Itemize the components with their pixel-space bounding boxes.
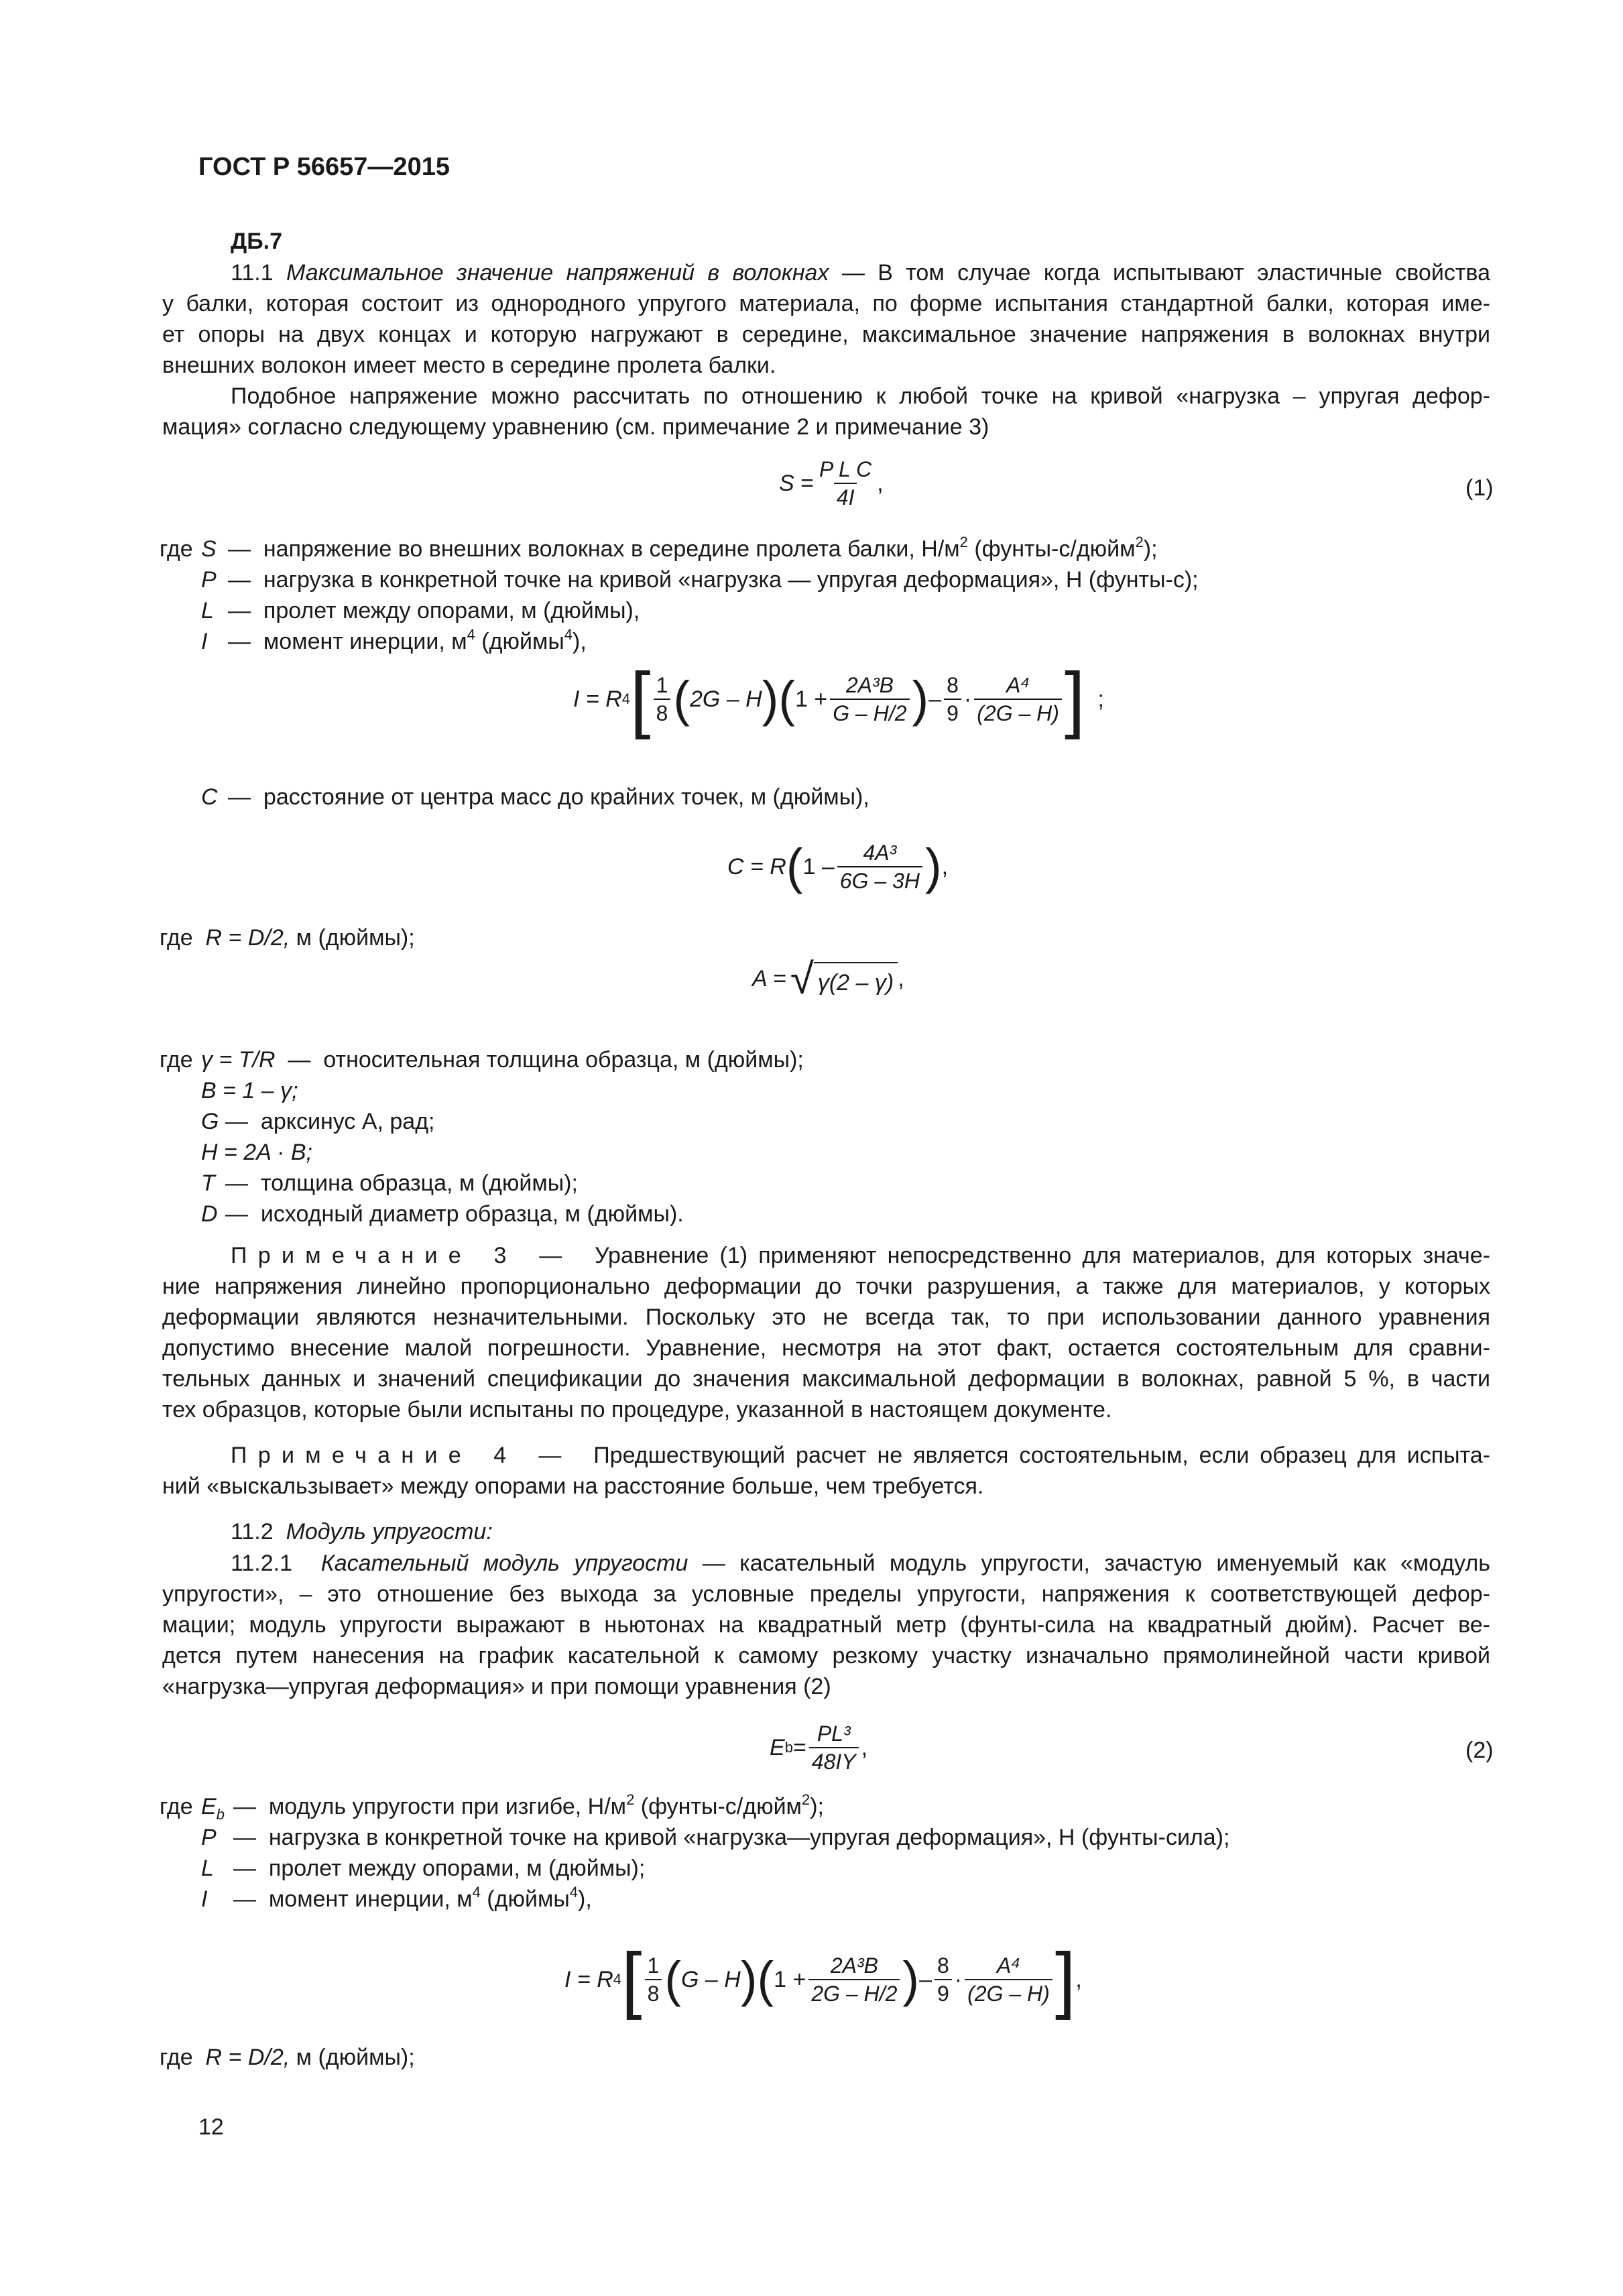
note-label: Примечание 4	[231, 1443, 518, 1468]
page-number: 12	[198, 2114, 224, 2140]
where-r-2: где R = D/2, м (дюймы);	[160, 2045, 415, 2070]
equation-2: E b = $\frac{\text{PL³}}{48IY}$ ,	[770, 1721, 868, 1774]
definition-item: где γ = T/R — относительная толщина образца, м (дюймы);	[160, 1047, 804, 1073]
paragraph-11-1: 11.1 Максимальное значение напряжений в волокнах — В том случае когда испытывают эластичные свойства у балки, которая состоит из однородного упругого материала, по форме испытания стандартной балки, которая име- ет опоры на двух концах и которую нагружают в середине, максимальное значение напряжения в волокнах внутри внешних волокон имеет место в середине пролета балки.	[162, 260, 1490, 378]
definition-item: где S — напряжение во внешних волокнах в середине пролета балки, $Н/м^2$ (фунты-с/дюйм$^2$);	[160, 534, 1158, 562]
paragraph-stress-intro: Подобное напряжение можно рассчитать по отношению к любой точке на кривой «нагрузка – упругая дефор- мация» согласно следующему уравнению (см. примечание 2 и примечание 3)	[162, 383, 1490, 440]
where-r-1: где R = D/2, м (дюймы);	[160, 925, 415, 951]
clause-term: Максимальное значение напряжений в волокнах	[286, 260, 829, 286]
clause-number: 11.1	[231, 260, 274, 286]
definition-item: B = 1 – γ;	[201, 1078, 298, 1103]
document-header: ГОСТ Р 56657—2015	[198, 153, 450, 181]
clause-11-2: 11.2 Модуль упругости:	[231, 1519, 493, 1545]
note-4: Примечание 4 — Предшествующий расчет не является состоятельным, если образец для испыта- ний «выскальзывает» между опорами на расстояние больше, чем требуется.	[162, 1443, 1491, 1499]
paragraph-11-2-1: 11.2.1 Касательный модуль упругости — касательный модуль упругости, зачастую именуемый как «модуль упругости», – это отношение без выхода за условные пределы упругости, напряжения к соответствующей дефор- мации; модуль упругости выражают в ньютонах на квадратный метр (фунты-сила на квадратный дюйм). Расчет ве- дется путем нанесения на график касательной к самому резкому участку изначально прямолинейной части кривой «нагрузка—упругая деформация» и при помощи уравнения (2)	[162, 1551, 1490, 1699]
equation-1: S = $\frac{\text{P L C}}{4I}$ ,	[779, 457, 884, 509]
definition-item: I — момент инерции, $м^4$ (дюймы$^4$),	[201, 626, 587, 654]
note-label: Примечание 3	[231, 1243, 518, 1268]
definition-item: G — арксинус А, рад;	[201, 1109, 435, 1134]
definition-item: D — исходный диаметр образца, м (дюймы).	[201, 1201, 684, 1227]
equation-number-2: (2)	[1465, 1738, 1494, 1763]
section-label: ДБ.7	[231, 229, 283, 254]
definition-list-3	[160, 1791, 1229, 1915]
equation-number-1: (1)	[1465, 475, 1494, 501]
definition-item: I — момент инерции, $м^4$ (дюймы$^4$),	[201, 1884, 592, 1912]
definition-item: P — нагрузка в конкретной точке на кривой «нагрузка—упругая деформация», Н (фунты-сила);	[201, 1825, 1230, 1850]
definition-item: T — толщина образца, м (дюймы);	[201, 1170, 578, 1196]
equation-moment-of-inertia-1: I = R 4 [ $\frac{1}{8}$ ( 2G – H ) ( 1 + $\frac{\text{2A³B}}{G - H/2}$ ) – $\frac{8}{9}$ · $\frac{\text{A⁴}}{(2G - H)}$ ] ;	[573, 658, 1104, 740]
note-3: Примечание 3 — Уравнение (1) применяют непосредственно для материалов, для которых значе- ние напряжения линейно пропорционально деформации до точки разрушения, а также для материалов, у которых деформации являются незначительными. Поскольку это не всегда так, то при использовании данного уравнения допустимо внесение малой погрешности. Уравнение, несмотря на этот факт, остается состоятельным для сравни- тельных данных и значений спецификации до значения максимальной деформации в волокнах, равной 5 %, в части тех образцов, которые были испытаны по процедуре, указанной в настоящем документе.	[162, 1243, 1490, 1423]
definition-c: C — расстояние от центра масс до крайних точек, м (дюймы),	[201, 784, 869, 810]
equation-a: A = √ γ(2 – γ) ,	[752, 955, 904, 1003]
definition-item: L — пролет между опорами, м (дюймы),	[201, 598, 640, 623]
definition-item: где $E_b$ — модуль упругости при изгибе, $Н/м^2$ (фунты-с/дюйм$^2$);	[160, 1791, 824, 1823]
definition-list-2	[160, 1044, 804, 1229]
definition-list-1	[160, 534, 1199, 657]
definition-item: H = 2A · B;	[201, 1140, 312, 1165]
equation-moment-of-inertia-2: I = R 4 [ $\frac{1}{8}$ ( G – H ) ( 1 + $\frac{\text{2A³B}}{2G - H/2}$ ) – $\frac{8}{9}$ · $\frac{\text{A⁴}}{(2G - H)}$ ] ,	[564, 1938, 1082, 2020]
equation-c: C = R ( 1 – $\frac{\text{4A³}}{6G - 3H}$ ) ,	[727, 839, 949, 894]
definition-item: P — нагрузка в конкретной точке на кривой «нагрузка — упругая деформация», Н (фунты-с);	[201, 567, 1199, 593]
definition-item: L — пролет между опорами, м (дюймы);	[201, 1856, 646, 1881]
